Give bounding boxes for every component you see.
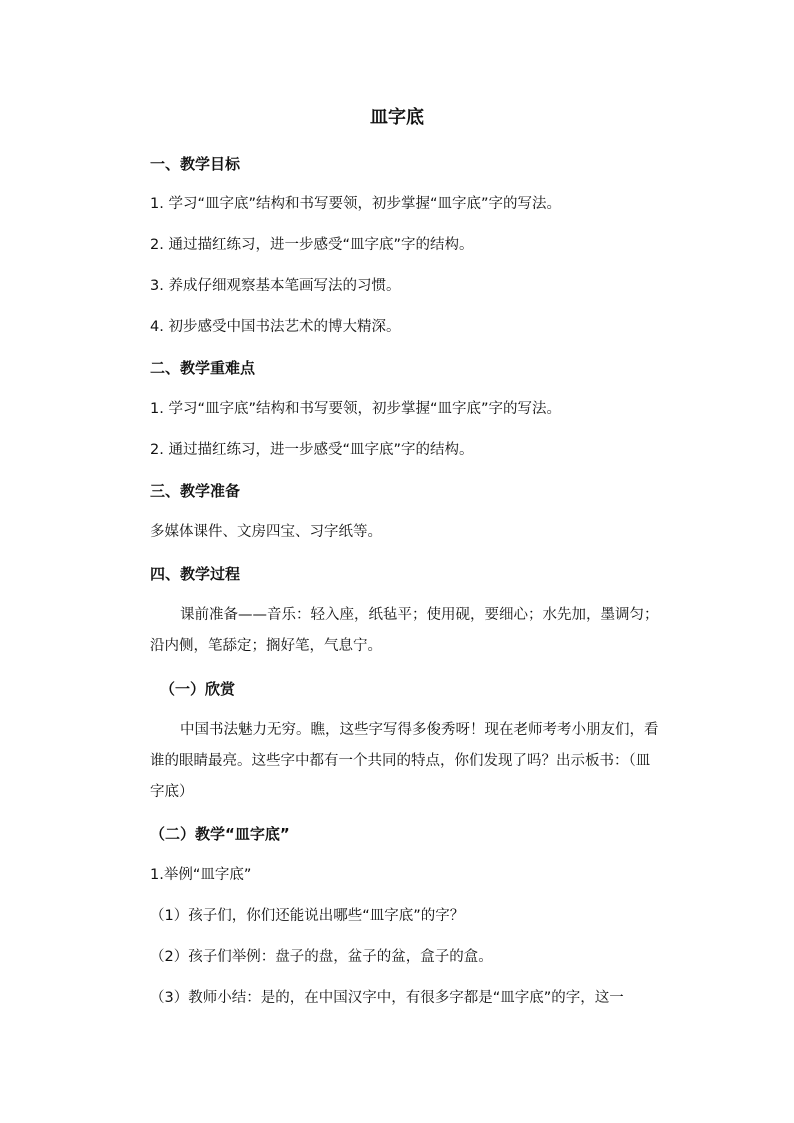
teach-line: （3）教师小结：是的，在中国汉字中，有很多字都是“皿字底”的字，这一 (150, 990, 624, 1006)
key-point-item: 2. 通过描红练习，进一步感受“皿字底”字的结构。 (150, 442, 474, 458)
section-heading-goals: 一、教学目标 (150, 155, 241, 173)
goal-item: 2. 通过描红练习，进一步感受“皿字底”字的结构。 (150, 237, 474, 253)
teach-line: （2）孩子们举例：盘子的盘，盆子的盆，盒子的盒。 (150, 949, 493, 965)
goal-item: 1. 学习“皿字底”结构和书写要领，初步掌握“皿字底”字的写法。 (150, 196, 561, 212)
goal-item: 4. 初步感受中国书法艺术的博大精深。 (150, 319, 401, 335)
teach-line: 1.举例“皿字底” (150, 867, 252, 883)
prep-text: 多媒体课件、文房四宝、习字纸等。 (150, 524, 382, 540)
appreciate-line: 字底） (150, 784, 194, 800)
section-heading-key-points: 二、教学重难点 (150, 359, 256, 377)
appreciate-line: 谁的眼睛最亮。这些字中都有一个共同的特点，你们发现了吗？出示板书：（皿 (150, 753, 651, 769)
section-heading-process: 四、教学过程 (150, 565, 241, 583)
teach-line: （1）孩子们，你们还能说出哪些“皿字底”的字？ (150, 908, 465, 924)
key-point-item: 1. 学习“皿字底”结构和书写要领，初步掌握“皿字底”字的写法。 (150, 401, 561, 417)
section-heading-prep: 三、教学准备 (150, 482, 241, 500)
appreciate-line: 中国书法魅力无穷。瞧，这些字写得多俊秀呀！现在老师考考小朋友们，看 (180, 722, 659, 738)
goal-item: 3. 养成仔细观察基本笔画写法的习惯。 (150, 278, 401, 294)
subsection-heading-teach: （二）教学“皿字底” (150, 825, 290, 843)
subsection-heading-appreciate: （一）欣赏 (160, 680, 236, 698)
page-title: 皿字底 (370, 107, 424, 128)
process-intro-line: 课前准备——音乐：轻入座，纸毡平；使用砚，要细心；水先加，墨调匀； (180, 607, 659, 623)
process-intro-line: 沿内侧，笔舔定；搁好笔，气息宁。 (150, 638, 382, 654)
